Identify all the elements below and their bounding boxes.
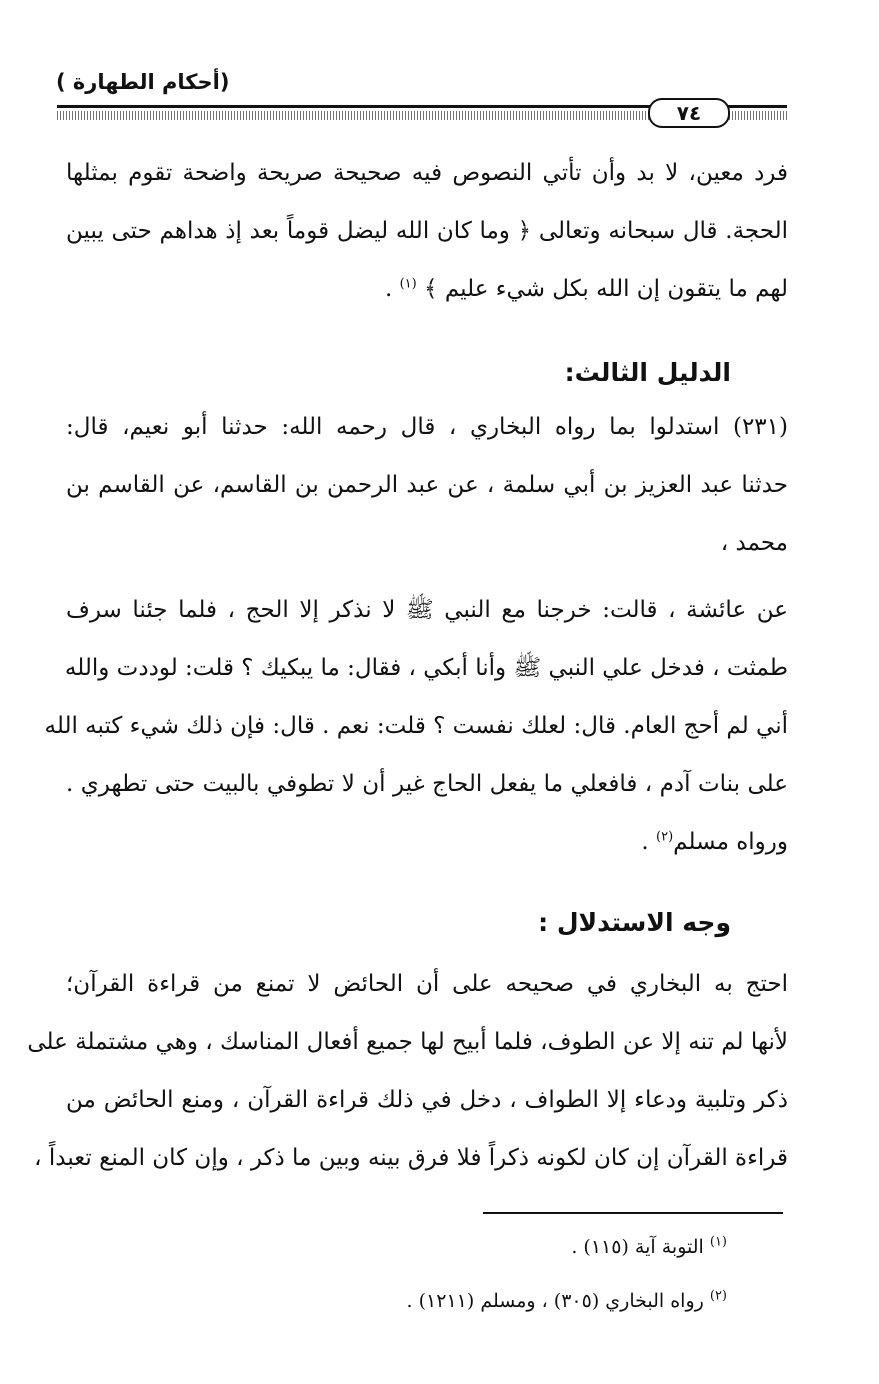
text-line: الحجة. قال سبحانه وتعالى ﴿ وما كان الله ليضل قوماً بعد إذ هداهم حتى يبين [66,218,788,244]
text-line: على بنات آدم ، فافعلي ما يفعل الحاج غير أن لا تطوفي بالبيت حتى تطهري . [66,771,788,797]
text-line: عن عائشة ، قالت: خرجنا مع النبي ﷺ لا نذكر إلا الحج ، فلما جئنا سرف [66,597,788,623]
section-heading-third-evidence: الدليل الثالث: [564,358,731,387]
text-line: فرد معين، لا بد وأن تأتي النصوص فيه صحيحة صريحة واضحة تقوم بمثلها [66,160,788,186]
paragraph-3 [44,581,788,871]
footnote-text: التوبة آية (١١٥) . [571,1236,704,1258]
text-line: أني لم أحج العام. قال: لعلك نفست ؟ قلت: نعم . قال: فإن ذلك شيء كتبه الله [44,713,788,739]
footnote-2 [407,1290,727,1312]
text-line: احتج به البخاري في صحيحه على أن الحائض لا تمنع من قراءة القرآن؛ [66,971,788,997]
text-line: طمثت ، فدخل علي النبي ﷺ وأنا أبكي ، فقال: ما يبكيك ؟ قلت: لوددت والله [64,655,788,681]
footnote-1 [571,1236,727,1258]
text-line-content: ورواه مسلم [673,829,788,855]
text-line: قراءة القرآن إن كان لكونه ذكراً فلا فرق بينه وبين ما ذكر ، وإن كان المنع تعبداً ، [34,1145,788,1171]
paragraph-4 [27,955,788,1187]
text-line: ذكر وتلبية ودعاء إلا الطواف ، دخل في ذلك قراءة القرآن ، ومنع الحائض من [66,1087,788,1113]
footnote-marker: (٢) [709,1288,727,1304]
footnote-ref-2: (٢) [656,829,674,845]
footnote-marker: (١) [709,1234,727,1250]
line-tail: . [384,276,400,302]
paragraph-2 [66,398,788,572]
text-line: لأنها لم تنه إلا عن الطوف، فلما أبيح لها جميع أفعال المناسك ، وهي مشتملة على [27,1029,788,1055]
footnote-separator [483,1212,783,1214]
line-tail: . [641,829,657,855]
paragraph-1 [66,144,788,318]
text-line [66,813,788,871]
text-line: محمد ، [720,530,788,556]
footnote-text: رواه البخاري (٣٠٥) ، ومسلم (١٢١١) . [406,1290,704,1312]
running-title: (أحكام الطهارة ) [56,70,230,94]
text-line: حدثنا عبد العزيز بن أبي سلمة ، عن عبد الرحمن بن القاسم، عن القاسم بن [66,472,788,498]
section-heading-inference: وجه الاستدلال : [538,908,731,937]
footnote-ref-1: (١) [399,276,417,292]
text-line: (٢٣١) استدلوا بما رواه البخاري ، قال رحمه الله: حدثنا أبو نعيم، قال: [66,414,788,440]
page-number: ٧٤ [648,98,730,128]
text-line [66,260,788,318]
text-line-content: لهم ما يتقون إن الله بكل شيء عليم ﴾ [424,276,788,302]
